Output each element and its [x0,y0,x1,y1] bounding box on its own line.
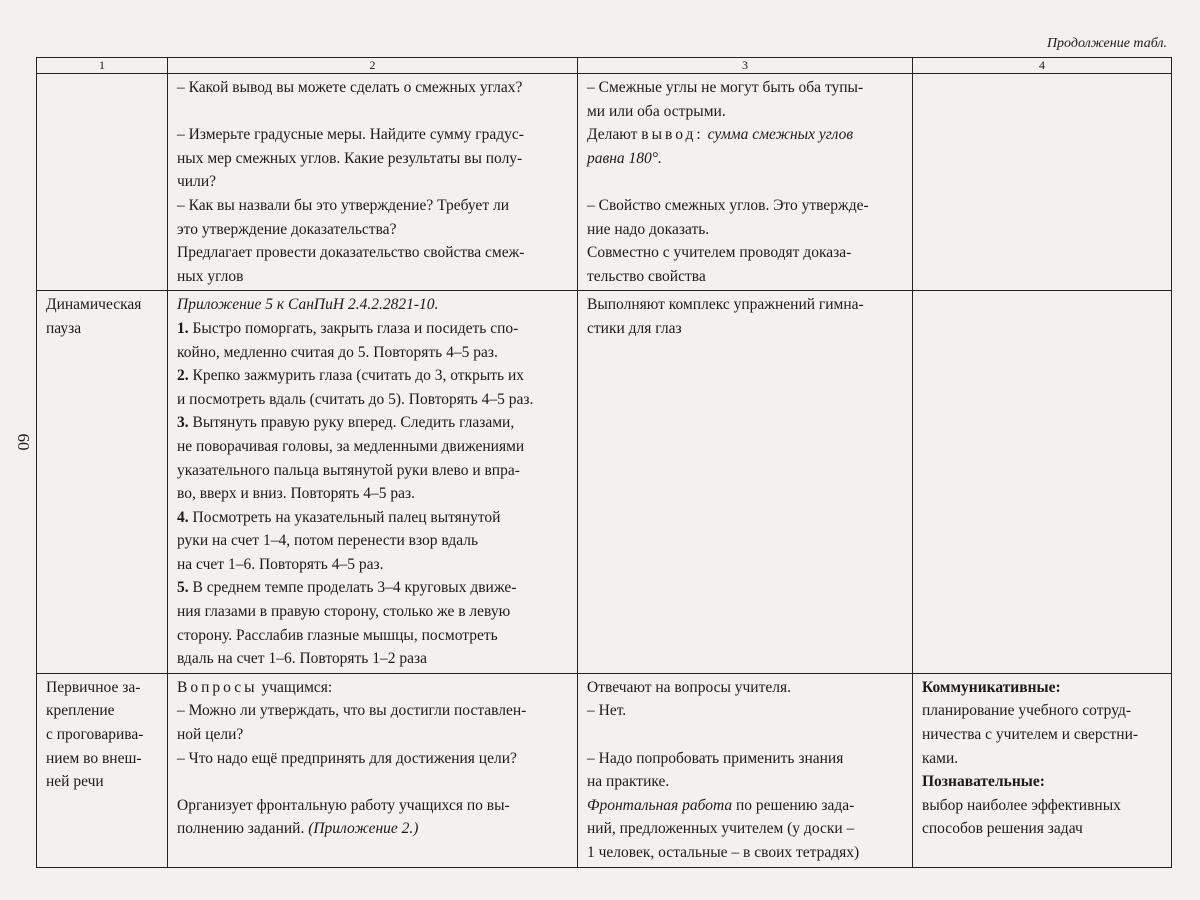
stage-cell [37,74,168,291]
column-header-4: 4 [913,58,1172,74]
teacher-activity-cell [168,673,578,867]
column-header-3: 3 [578,58,913,74]
text-line: – Нет. [587,702,627,720]
text-line: – Измерьте градусные меры. Найдите сумму градус- [177,126,524,144]
item-number: 4. [177,508,189,526]
text-line: ками. [922,749,959,767]
student-activity-cell [578,673,913,867]
student-activity-cell [578,74,913,291]
table-row [37,74,1172,291]
text-line: ных мер смежных углов. Какие результаты вы полу- [177,149,523,167]
text-line: – Можно ли утверждать, что вы достигли поставлен- [177,702,527,720]
text-line: чили? [177,173,216,191]
stage-label-line: крепление [46,702,115,720]
text-line: 1 человек, остальные – в своих тетрадях) [587,844,860,861]
text-line: Предлагает провести доказательство свойства смеж- [177,244,525,262]
stage-label-line: нием во внеш- [46,749,142,767]
text-fragment: Делают [587,126,638,144]
text-line: ния глазами в правую сторону, столько же в левую [177,603,511,621]
student-activity-cell [578,291,913,674]
text-fragment: Вытянуть правую руку вперед. Следить глазами, [192,414,515,432]
text-fragment: по решению зада- [732,796,855,814]
uud-cell [913,291,1172,674]
text-line: ных углов [177,267,244,285]
text-line [177,506,571,530]
uud-heading: Познавательные: [922,773,1045,791]
item-number: 5. [177,579,189,597]
text-line: и посмотреть вдаль (считать до 5). Повторять 4–5 раз. [177,390,534,408]
text-fragment: Посмотреть на указательный палец вытянутой [192,508,501,526]
text-line: ничества с учителем и сверстни- [922,726,1139,744]
text-line: это утверждение доказательства? [177,220,397,238]
text-fragment: полнению заданий. [177,820,309,838]
stage-cell [37,673,168,867]
text-line: ние надо доказать. [587,220,710,238]
text-line: указательного пальца вытянутой руки влево и впра- [177,461,520,479]
text-line: – Как вы назвали бы это утверждение? Требует ли [177,196,509,214]
text-line: тельство свойства [587,267,706,285]
text-line: на счет 1–6. Повторять 4–5 раз. [177,555,384,573]
text-line: руки на счет 1–4, потом перенести взор вдаль [177,532,479,550]
text-line: не поворачивая головы, за медленными движениями [177,437,525,455]
uud-heading: Коммуникативные: [922,678,1061,696]
text-line: ной цели? [177,726,244,744]
item-number: 2. [177,367,189,385]
text-line: Выполняют комплекс упражнений гимна- [587,296,864,314]
text-line: во, вверх и вниз. Повторять 4–5 раз. [177,485,416,503]
text-line [177,576,571,600]
text-line: Совместно с учителем проводят доказа- [587,244,852,262]
stage-label-line: пауза [46,319,82,337]
table-row [37,673,1172,867]
text-line: способов решения задач [922,820,1083,838]
teacher-activity-cell [168,291,578,674]
text-line: – Свойство смежных углов. Это утвержде- [587,196,869,214]
stage-label-line: Динамическая [46,296,142,314]
text-line: на практике. [587,773,670,791]
text-line [177,317,571,341]
teacher-activity-cell [168,74,578,291]
text-line [177,364,571,388]
item-number: 1. [177,319,189,337]
stage-label-line: с проговарива- [46,726,144,744]
text-fragment: В среднем темпе проделать 3–4 круговых движе- [192,579,517,597]
text-line: Организует фронтальную работу учащихся по вы- [177,796,510,814]
text-line: – Что надо ещё предпринять для достижения цели? [177,749,517,767]
stage-cell [37,291,168,674]
column-header-2: 2 [168,58,578,74]
page-number: 60 [14,433,33,451]
stage-label-line: Первичное за- [46,678,141,696]
text-fragment: учащимся: [257,678,333,696]
text-line [177,411,571,435]
text-line: сторону. Расслабив глазные мышцы, посмотреть [177,626,498,644]
table-row [37,291,1172,674]
spaced-word: вывод: [641,126,704,144]
item-number: 3. [177,414,189,432]
table-caption: Продолжение табл. [1046,36,1167,51]
text-line: – Надо попробовать применить знания [587,749,844,767]
text-line [587,794,906,818]
spaced-word: Вопросы [177,678,258,696]
text-line: Приложение 5 к СанПиН 2.4.2.2821-10. [177,296,439,314]
header-row [37,58,1172,74]
uud-cell [913,673,1172,867]
text-line: равна 180°. [587,149,662,167]
text-line [587,123,906,147]
stage-label-line: ней речи [46,773,104,791]
text-line: Отвечают на вопросы учителя. [587,678,791,696]
text-line: планирование учебного сотруд- [922,702,1132,720]
lesson-plan-table [36,57,1172,868]
text-line: выбор наиболее эффективных [922,796,1121,814]
column-header-1: 1 [37,58,168,74]
text-line: вдаль на счет 1–6. Повторять 1–2 раза [177,650,428,668]
uud-cell [913,74,1172,291]
italic-fragment: сумма смежных углов [707,126,854,144]
text-line: койно, медленно считая до 5. Повторять 4–5 раз. [177,343,498,361]
italic-fragment: Фронтальная работа [587,796,733,814]
text-line [177,817,571,841]
text-line: – Какой вывод вы можете сделать о смежных углах? [177,79,523,96]
text-line: ми или оба острыми. [587,102,726,120]
text-fragment: Быстро поморгать, закрыть глаза и посидеть спо- [192,319,519,337]
text-fragment: Крепко зажмурить глаза (считать до 3, открыть их [192,367,524,385]
text-line [177,676,571,700]
text-line: ний, предложенных учителем (у доски – [587,820,855,838]
text-line: стики для глаз [587,319,682,337]
text-line: – Смежные углы не могут быть оба тупы- [587,79,864,96]
italic-fragment: (Приложение 2.) [308,820,419,838]
